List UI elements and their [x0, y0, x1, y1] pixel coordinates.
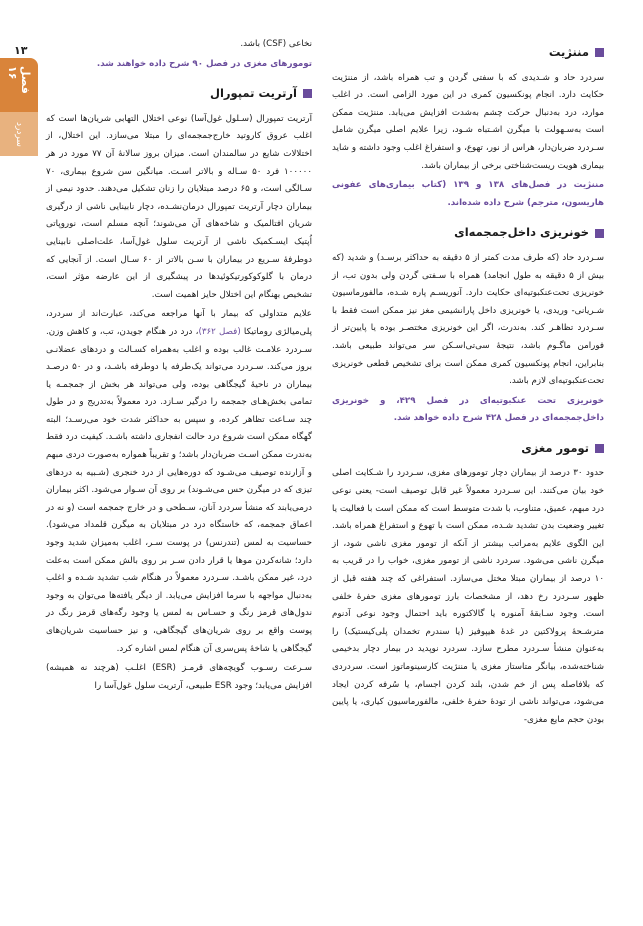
- continuation-line: نخاعی (CSF) باشد.: [240, 39, 312, 49]
- paragraph-arteritis-2-prefix: علایم متداولی که بیمار با آنها مراجعه می‌کند، عبارت‌اند از سردرد، پلی‌میالژی روماتیکا: [46, 309, 313, 337]
- section-square-icon: [595, 444, 604, 453]
- section-title-text: آرتریت تمپورال: [209, 86, 297, 101]
- section-title-tumor: [332, 440, 604, 458]
- paragraph-meningitis: سردرد حاد و شـدیدی که با سفتی گردن و تب همراه باشد، از مننژیت حکایت دارد. انجام پونکسیون کمری در این مورد الزامی است. در اغلب موارد، درد به‌دنبال حرکت چشم به‌شدت افزایش می‌یابد. مننژیت ممکن است به‌سـهولت با میگرن اشـتباه شـود، زیرا علایم اصلی میگرن شامل سـردرد ضربان‌دار، هراس از نور، تهوع، و استفراغ اغلب وجود داشته و شاید بیماری هویت ریست‌شناختی برخی از بیماران باشد.: [332, 72, 604, 171]
- reference-tumor: تومورهای مغزی در فصل ۹۰ شرح داده خواهند شد.: [96, 58, 312, 69]
- section-title-arteritis: [46, 85, 312, 103]
- chapter-tab-label: فصل ۱۶: [6, 66, 32, 94]
- section-title-text: مننژیت: [548, 45, 589, 59]
- reference-hemorrhage: خونریزی تحت عنکبوتیه‌ای در فصل ۴۲۹، و خونریزی داخل‌جمجمه‌ای در فصل ۴۲۸ شرح داده خواهد شد.: [332, 395, 604, 424]
- right-column: [332, 36, 604, 731]
- paragraph-arteritis-2: [46, 306, 312, 658]
- section-square-icon: [595, 229, 604, 238]
- section-title-hemorrhage: [332, 224, 604, 242]
- paragraph-hemorrhage: سـردرد حاد (که طرف مدت کمتر از ۵ دقیقه به حداکثر برسـد) و شدید (که بیش از ۵ دقیقه به طول انجامد) همراه با سـفتی گردن ولی بدون تب، از خونریزی تحت‌عنکبوتیه‌ای حکایت دارد. آنوریسـم پاره شـده، مالفورماسیون شـریانی- وریدی، یا خونریزی داخل پارانشیمی مغز نیز ممکن است فقط با سـردرد تظاهـر کند. به‌ندرت، اگر این خونریزی مختصـر بوده یا پایین‌تر از فورامن ماگـوم باشد، نتیجهٔ سی‌تی‌اسـکن سر می‌تواند طبیعی باشد. بنابراین، انجام پونکسیون کمری ممکن است برای تشخیص قطعی خونریزی تحت‌عنکبوتیه‌ای لازم باشد.: [332, 252, 605, 387]
- page-number: ۱۳: [14, 44, 28, 57]
- paragraph-arteritis-3: سـرعت رسـوب گویچه‌های قرمـز (ESR) اغلـب (هرچند نه همیشه) افزایش می‌یابد؛ وجود ESR طبیعی، آرتریت سلول غول‌آسا را: [46, 663, 312, 691]
- chapter-link[interactable]: (فصل ۳۶۲): [198, 326, 241, 337]
- section-square-icon: [595, 48, 604, 57]
- chapter-sub-label: سردرد: [14, 121, 24, 147]
- section-square-icon: [303, 89, 312, 98]
- paragraph-arteritis-1: آرتریت تمپورال (سـلول غول‌آسا) نوعی اختلال التهابی شریان‌ها است که اغلب عروق کاروتید خارج‌جمجمه‌ای را مبتلا می‌سازد. این اختلال، از اختلالات شایع در سالمندان است. میزان بروز سالانهٔ آن ۷۷ مورد در هر ۱۰۰۰۰۰ فرد ۵۰ سـاله و بالاتر اسـت. میانگین سن شروع بیماری، ۷۰ سـالگی است، و ۶۵ درصد مبتلایان را زنان تشکیل می‌دهند. حدود نیمی از بیماران دچار آرتریت تمپورال درمان‌نشـده، دچار نابینایی ناشی از درگیری شریان افتالمیک و شاخه‌های آن می‌شوند؛ آنچه مسلم است، نوروپاتی اُپتیک ایسـکمیک ناشی از آرتریت سلول غول‌آسا، علت‌اصلی نابینایی دوطرفهٔ سـریع در بیماران با سـن بالاتر از ۶۰ سـال است. از آنجایی که درمان با گلوکوکورتیکوئیدها در پیشگیری از این عارضه مؤثر است، تشخیص بهنگام این اختلال حایز اهمیت است.: [46, 113, 313, 300]
- left-column: [46, 36, 312, 697]
- section-title-text: تومور مغزی: [521, 440, 589, 455]
- section-title-text: خونریزی داخل‌جمجمه‌ای: [454, 225, 589, 240]
- paragraph-tumor: حدود ۳۰ درصد از بیماران دچار تومورهای مغزی، سـردرد را شـکایت اصلی خود بیان می‌کنند. این سـردرد معمولاً غیر قابل توصیف است- یعنی نوعی درد مبهم، عمیق، متناوب، با شدت متوسط است که ممکن است با فعالیت یا تغییر وضعیت بدن تشدید شـده، ممکن است با تهوع و استفراغ همراه باشد. این الگوی علایم به‌مراتب بیشتر از آنکه از تومور مغزی ناشی شود، از میگرن ناشی می‌شود. سردرد ناشی از تومور مغزی، خواب را در قریب به ۱۰ درصد از بیماران مبتلا مختل می‌سازد. استفراغی که چند هفته قبل از ظهور سـردرد رخ دهد، از مشخصات بارز تومورهای مغزی حفرهٔ خلفی است. وجود سـابقهٔ آمنوره یا گالاکتوره باید احتمال وجود نوعی آدنوم مترشـحهٔ پرولاکتین در غدهٔ هیپوفیز (یا سندرم تخمدان پلی‌کیستیک) را به‌عنوان منشأ سـردرد مطرح سازد. سردرد نوپدید در بیمار دچار بدخیمی شناخته‌شده، بیانگر متاستاز مغزی یا مننژیت کارسینوماتوز است. سردردی که بلافاصله پس از خم شدن، بلند کردن اجسام، یا سُرفه کردن ایجاد می‌شود، می‌تواند ناشی از تودهٔ حفرهٔ خلفی، مالفورماسیون کیاری، یا پایین بودن حجم مایع مغزی-: [332, 468, 604, 725]
- section-title-meningitis: [332, 44, 604, 62]
- reference-meningitis: مننژیت در فصل‌های ۱۳۸ و ۱۳۹ (کتاب بیماری‌های عفونی هاریسون، مترجم) شرح داده شده‌اند.: [332, 180, 604, 208]
- paragraph-arteritis-2-suffix: ، درد در هنگام جویدن، تب، و کاهش وزن. سـردرد علامـت غالب بوده و اغلب به‌همراه کسـالت و دردهای عضلانـی بروز می‌کند. سـردرد می‌تواند یک‌طرفه یا دوطرفه باشـد، و در ۵۰ درصـد بیماران در ناحیهٔ گیجگاهی بوده، ولی می‌تواند هر بخش از جمجمـه یا تمامی بخش‌هـای جمجمه را درگیر سـازد. درد معمولاً به‌تدریج و در طول چند سـاعت تظاهر کرده، و سپس به حداکثر شدت خود می‌رسـد؛ البته گهگاه ممکن است شروع درد حالت انفجاری داشته باشـد. کیفیت درد فقط به‌ندرت ممکن اسـت ضربان‌دار باشد؛ و تقریباً همواره به‌صورت دردی مبهم و آزارنده توصیف می‌شـود که دوره‌هایی از درد خنجری (شـبیه به دردهای تیزی که در میگرن حس می‌شـوند) بر روی آن سـوار می‌شود. اکثر بیماران درمی‌یابند که منشأ سردرد آنان، سـطحی و در خارج جمجمه است (و نه در اعماق جمجمه، که خاستگاه درد در مبتلایان به میگرن قلمداد می‌شود). حساسیت به لمس (تندرنس) در پوست سـر، اغلب به‌میزان شدید وجود دارد؛ شانه‌کردن موها یا قرار دادن سـر بر روی بالش ممکن است به‌علت درد، غیر ممکن باشـد. سـردرد معمولاً در هنگام شب تشدید شـده و اغلب به‌دنبال مواجهه با سرما افزایش می‌یابد. از دیگر یافته‌ها می‌توان به وجود ندول‌های قرمز رنگ و حسـاس به لمس یا وجود رگه‌های قرمز رنگ در پوست واقع بر روی شریان‌های گیجگاهی، و نیز حساسیت شریان‌های گیجگاهی یا شاخهٔ پس‌سری آن هنگام لمس اشاره کرد.: [46, 326, 312, 654]
